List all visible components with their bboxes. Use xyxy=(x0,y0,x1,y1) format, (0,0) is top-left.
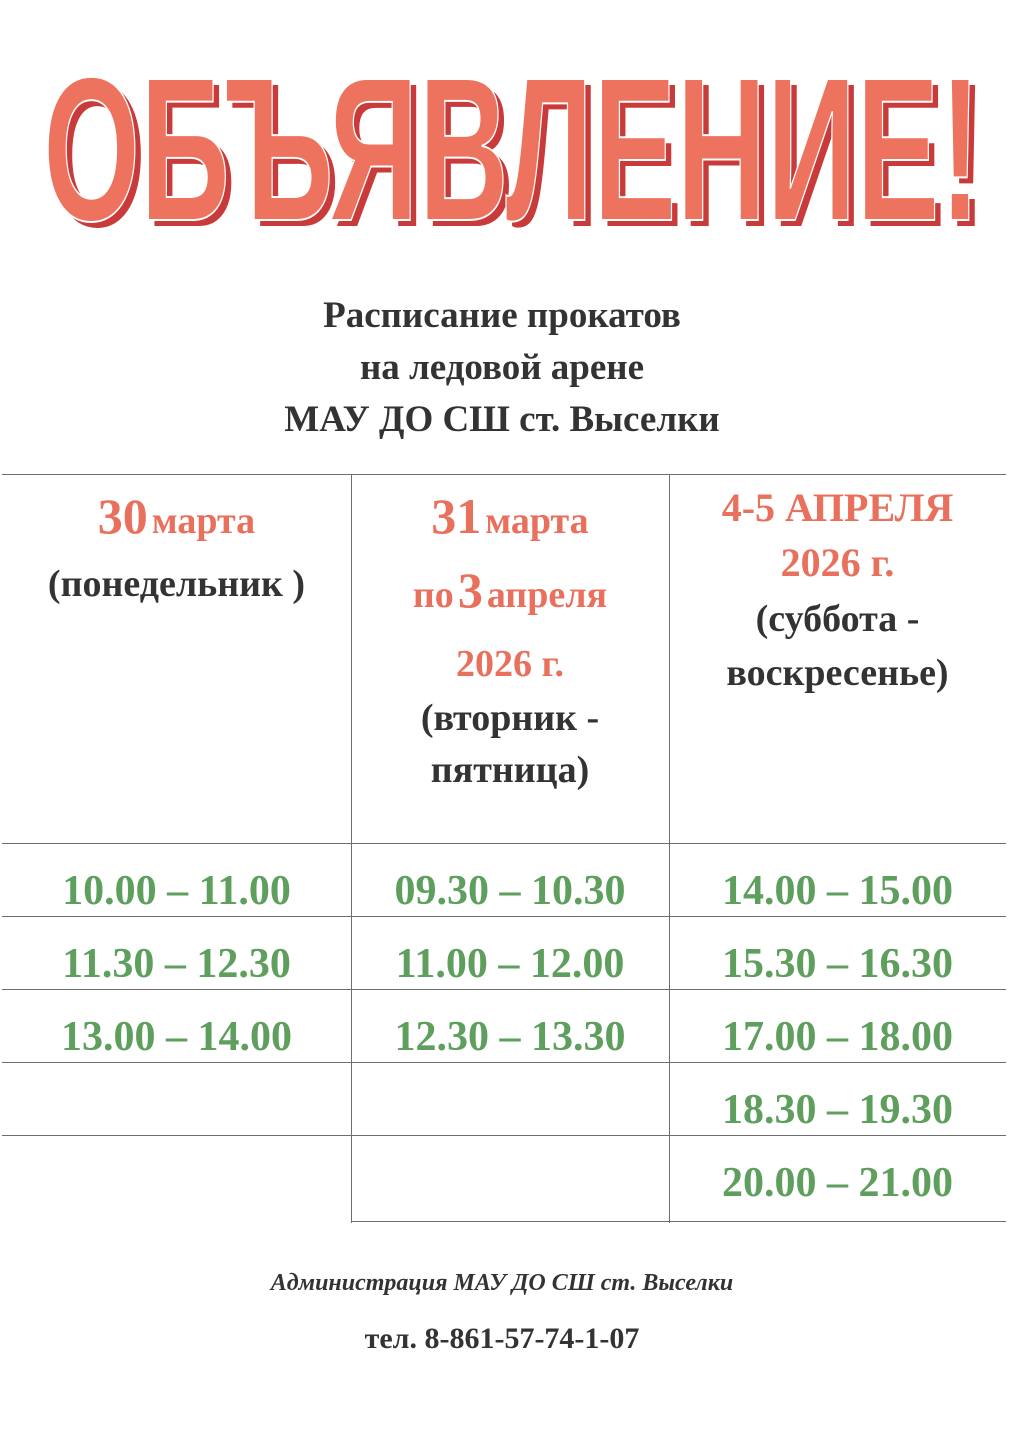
time-slot xyxy=(351,1073,669,1146)
time-slot: 11.00 – 12.00 xyxy=(395,940,625,987)
time-slot: 17.00 – 18.00 xyxy=(722,1013,953,1060)
time-slot xyxy=(2,1146,351,1219)
year-label: 2026 г. xyxy=(456,643,564,685)
weekday-label-line-1: (вторник - xyxy=(420,697,600,739)
day-number: 31 xyxy=(431,488,482,544)
month-label: марта xyxy=(485,500,589,542)
weekday-label: (понедельник ) xyxy=(47,563,306,605)
time-slot xyxy=(2,1073,351,1146)
range-day-number: 3 xyxy=(457,562,483,618)
schedule-title xyxy=(0,290,1004,446)
time-slot: 13.00 – 14.00 xyxy=(61,1013,292,1060)
weekday-label-line-2: воскресенье) xyxy=(726,652,949,694)
time-slot: 15.30 – 16.30 xyxy=(722,940,953,987)
time-slot: 10.00 – 11.00 xyxy=(62,867,291,914)
time-slot xyxy=(351,1146,669,1219)
title-line-2: на ледовой арене xyxy=(359,347,645,388)
headline-shadow-text: ОБЪЯВЛЕНИЕ! xyxy=(49,41,987,238)
time-slot: 18.30 – 19.30 xyxy=(722,1086,953,1133)
month-label: марта xyxy=(151,500,256,542)
dates-label: 4-5 АПРЕЛЯ xyxy=(721,485,954,530)
title-line-1: Расписание прокатов xyxy=(323,295,681,336)
time-slot: 12.30 – 13.30 xyxy=(394,1013,626,1060)
footer-phone: тел. 8-861-57-74-1-07 xyxy=(364,1322,640,1355)
weekday-label-line-2: пятница) xyxy=(430,749,590,791)
column-header-weekend xyxy=(669,474,1006,700)
year-label: 2026 г. xyxy=(780,540,895,585)
table-header-divider xyxy=(2,843,1006,844)
range-month-label: апреля xyxy=(486,574,608,616)
day-number: 30 xyxy=(97,488,148,544)
headline-graphic xyxy=(0,28,1024,238)
headline-text: ОБЪЯВЛЕНИЕ! xyxy=(43,35,981,238)
footer-administration: Администрация МАУ ДО СШ ст. Выселки xyxy=(270,1270,734,1296)
schedule-table xyxy=(2,474,1006,1223)
weekday-label-line-1: (суббота - xyxy=(755,598,920,640)
time-slot: 20.00 – 21.00 xyxy=(722,1159,953,1206)
column-header-tue-fri xyxy=(351,474,669,796)
time-slot: 11.30 – 12.30 xyxy=(62,940,291,987)
headline xyxy=(0,28,1024,238)
table-border-bottom xyxy=(351,1221,1006,1222)
time-slot: 14.00 – 15.00 xyxy=(722,867,953,914)
time-slot: 09.30 – 10.30 xyxy=(394,867,626,914)
range-prefix: по xyxy=(412,574,454,616)
column-header-monday xyxy=(2,474,351,611)
title-line-3: МАУ ДО СШ ст. Выселки xyxy=(284,399,720,440)
